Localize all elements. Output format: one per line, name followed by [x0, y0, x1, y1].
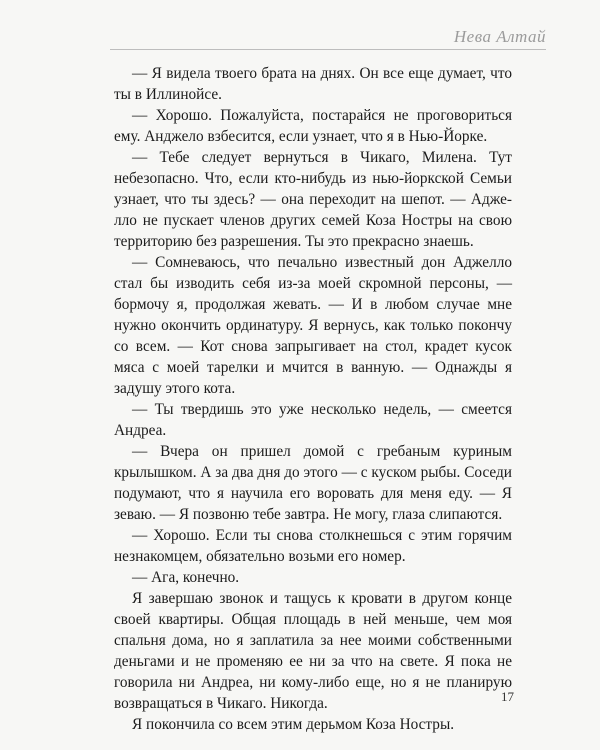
header-rule [110, 49, 546, 50]
paragraph: — Хорошо. Если ты снова столкнешься с этим горячим незнакомцем, обязательно возьми его номер. [114, 527, 512, 565]
paragraph: — Ты твердишь это уже несколько недель, — смеется Андреа. [114, 401, 512, 439]
paragraph: Я завершаю звонок и тащусь к кровати в другом конце своей квартиры. Общая площадь в ней меньше, чем моя спальня дома, но я заплатила за нее моими собственными деньгами и не променяю ее ни за что на свете. Я пока не говорила ни Андреа, ни кому-либо еще, но я не планирую возвращаться в Чикаго. Никогда. [114, 590, 512, 712]
paragraph: — Хорошо. Пожалуйста, постарайся не проговориться ему. Анджело взбесится, если узнает, что я в Нью-Йорке. [114, 107, 512, 145]
page-number: 17 [501, 689, 514, 704]
running-head-author: Нева Алтай [453, 27, 546, 46]
paragraph: — Я видела твоего брата на днях. Он все еще думает, что ты в Иллинойсе. [114, 65, 512, 103]
paragraph: — Тебе следует вернуться в Чикаго, Милена. Тут небезопасно. Что, если кто-нибудь из нью-йоркской Семьи узнает, что ты здесь? — она переходит на шепот. — Аджелло не пускает членов других семей Коза Ностры на свою территорию без разрешения. Ты это прекрасно знаешь. [114, 149, 512, 250]
body-text [114, 63, 512, 735]
paragraph: Я покончила со всем этим дерьмом Коза Ностры. [132, 716, 455, 733]
paragraph: — Сомневаюсь, что печально известный дон Аджелло стал бы изводить себя из-за моей скромной персоны, — бормочу я, продолжая жевать. — И в любом случае мне нужно окончить ординатуру. Я вернусь, как только покончу со всем. — Кот снова запрыгивает на стол, крадет кусок мяса с моей тарелки и мчится в ванную. — Однажды я задушу этого кота. [114, 254, 512, 397]
paragraph: — Ага, конечно. [132, 569, 240, 586]
paragraph: — Вчера он пришел домой с гребаным куриным крылышком. А за два дня до этого — с куском рыбы. Соседи подумают, что я научила его воровать для меня еду. — Я зеваю. — Я позвоню тебе завтра. Не могу, глаза слипаются. [114, 443, 512, 523]
